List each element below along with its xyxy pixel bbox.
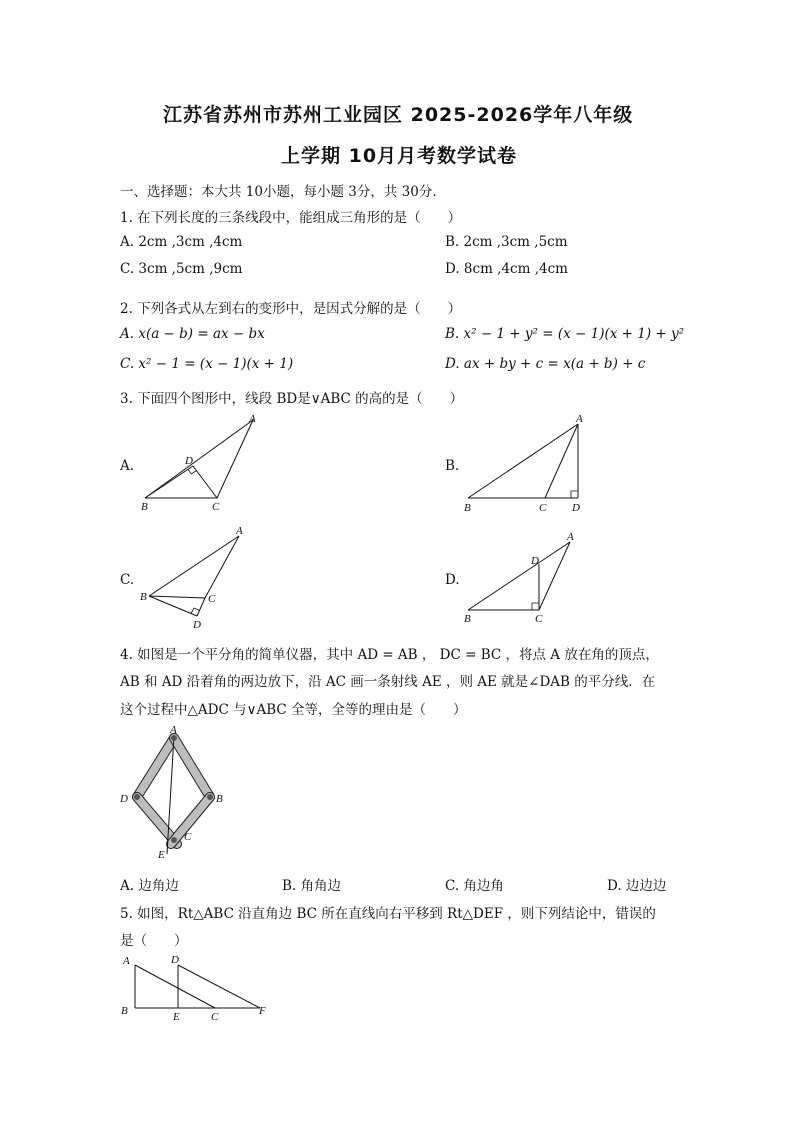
q5-stem-line2: 是（ ） bbox=[120, 933, 188, 949]
q3-figure-a bbox=[135, 412, 265, 517]
q4-label-d: D bbox=[120, 793, 128, 805]
q2-option-c[interactable]: C. x² − 1 = (x − 1)(x + 1) bbox=[120, 356, 294, 372]
q1-option-d[interactable]: D. 8cm ,4cm ,4cm bbox=[445, 261, 568, 277]
q2-option-a[interactable]: A. x(a − b) = ax − bx bbox=[120, 326, 265, 342]
q4-option-c[interactable]: C. 角边角 bbox=[445, 878, 504, 894]
q5-label-f: F bbox=[259, 1005, 266, 1017]
q2-option-b[interactable]: B. x² − 1 + y² = (x − 1)(x + 1) + y² bbox=[445, 326, 685, 342]
q3b-label-c: C bbox=[539, 502, 547, 514]
q1-option-a[interactable]: A. 2cm ,3cm ,4cm bbox=[120, 234, 243, 250]
q3-figure-d bbox=[460, 528, 590, 628]
q3d-label-a: A bbox=[567, 531, 574, 543]
q2-stem: 2. 下列各式从左到右的变形中，是因式分解的是（ ） bbox=[120, 301, 462, 317]
q3c-label-d: D bbox=[193, 619, 201, 631]
q3-option-a[interactable]: A. bbox=[120, 458, 135, 474]
q1-stem: 1. 在下列长度的三条线段中，能组成三角形的是（ ） bbox=[120, 210, 462, 226]
q4-label-e: E bbox=[158, 849, 165, 861]
q3a-label-a: A bbox=[249, 413, 256, 425]
q3a-label-d: D bbox=[185, 455, 193, 467]
q4-figure-instrument bbox=[115, 722, 235, 867]
q3-option-b[interactable]: B. bbox=[445, 458, 460, 474]
q3c-label-b: B bbox=[140, 591, 147, 603]
q4-label-a: A bbox=[170, 724, 177, 736]
q4-option-d[interactable]: D. 边边边 bbox=[607, 878, 667, 894]
q3d-label-d: D bbox=[531, 555, 539, 567]
q3c-label-c: C bbox=[208, 593, 216, 605]
q2-option-d[interactable]: D. ax + by + c = x(a + b) + c bbox=[445, 356, 646, 372]
q3c-label-a: A bbox=[236, 525, 243, 537]
section-heading: 一、选择题：本大共 10小题，每小题 3分，共 30分. bbox=[120, 184, 437, 200]
q5-label-d: D bbox=[171, 954, 179, 966]
q3b-label-a: A bbox=[576, 413, 583, 425]
q4-option-b[interactable]: B. 角角边 bbox=[282, 878, 342, 894]
q4-option-a[interactable]: A. 边角边 bbox=[120, 878, 179, 894]
q3-figure-c bbox=[135, 524, 265, 634]
q3b-label-b: B bbox=[464, 502, 471, 514]
q5-figure-translation bbox=[115, 950, 285, 1025]
q1-option-b[interactable]: B. 2cm ,3cm ,5cm bbox=[445, 234, 568, 250]
q5-label-b: B bbox=[121, 1005, 128, 1017]
q1-option-c[interactable]: C. 3cm ,5cm ,9cm bbox=[120, 261, 243, 277]
q3d-label-b: B bbox=[464, 613, 471, 625]
q5-label-c: C bbox=[211, 1011, 219, 1023]
page-title-line1: 江苏省苏州市苏州工业园区 2025-2026学年八年级 bbox=[163, 104, 634, 126]
q3d-label-c: C bbox=[535, 613, 543, 625]
q4-stem-line2: AB 和 AD 沿着角的两边放下，沿 AC 画一条射线 AE ，则 AE 就是∠DAB 的平分线．在 bbox=[120, 674, 656, 690]
q3-stem: 3. 下面四个图形中，线段 BD是∨ABC 的高的是（ ） bbox=[120, 391, 464, 407]
q3-option-d[interactable]: D. bbox=[445, 572, 460, 588]
q4-label-c: C bbox=[184, 831, 192, 843]
q3a-label-c: C bbox=[212, 501, 220, 513]
q4-stem-line1: 4. 如图是一个平分角的简单仪器，其中 AD = AB ， DC = BC ，将点 A 放在角的顶点， bbox=[120, 647, 659, 663]
q5-label-a: A bbox=[123, 955, 130, 967]
q3-option-c[interactable]: C. bbox=[120, 572, 135, 588]
q5-stem-line1: 5. 如图，Rt△ABC 沿直角边 BC 所在直线向右平移到 Rt△DEF ，则下列结论中，错误的 bbox=[120, 906, 656, 922]
q3a-label-b: B bbox=[141, 501, 148, 513]
page-title-line2: 上学期 10月月考数学试卷 bbox=[281, 145, 518, 167]
q4-stem-line3: 这个过程中△ADC 与∨ABC 全等，全等的理由是（ ） bbox=[120, 702, 467, 718]
q5-label-e: E bbox=[173, 1011, 180, 1023]
q4-label-b: B bbox=[216, 793, 223, 805]
q3b-label-d: D bbox=[572, 502, 580, 514]
q3-figure-b bbox=[460, 412, 590, 517]
